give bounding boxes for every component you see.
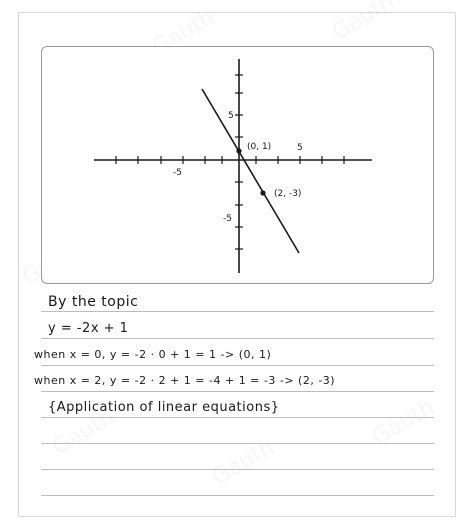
note-line-topic: {Application of linear equations} [48, 400, 280, 415]
ruled-line [41, 338, 434, 339]
note-line-x0: when x = 0, y = -2 · 0 + 1 = 1 -> (0, 1) [34, 348, 272, 361]
point-0-1 [236, 148, 241, 153]
point-2-neg3 [260, 190, 265, 195]
y-tick-label-5: 5 [228, 111, 234, 121]
note-line-equation: y = -2x + 1 [48, 321, 129, 336]
note-line-x2: when x = 2, y = -2 · 2 + 1 = -4 + 1 = -3 -> (2, -3) [34, 374, 336, 387]
ruled-line [41, 417, 434, 418]
note-line-by-the-topic: By the topic [48, 294, 139, 310]
coordinate-graph [42, 47, 434, 284]
ruled-line [41, 469, 434, 470]
ruled-line [41, 495, 434, 496]
ruled-line [41, 311, 434, 312]
plotted-line [202, 89, 302, 253]
y-tick-label-neg5: -5 [223, 214, 232, 224]
ruled-line [41, 443, 434, 444]
point-label-2-neg3: (2, -3) [274, 189, 302, 199]
graph-panel [41, 46, 434, 284]
x-tick-label-neg5: -5 [173, 168, 182, 178]
x-tick-label-5: 5 [297, 143, 303, 153]
ruled-line [41, 365, 434, 366]
point-label-0-1: (0, 1) [247, 142, 272, 152]
ruled-line [41, 391, 434, 392]
